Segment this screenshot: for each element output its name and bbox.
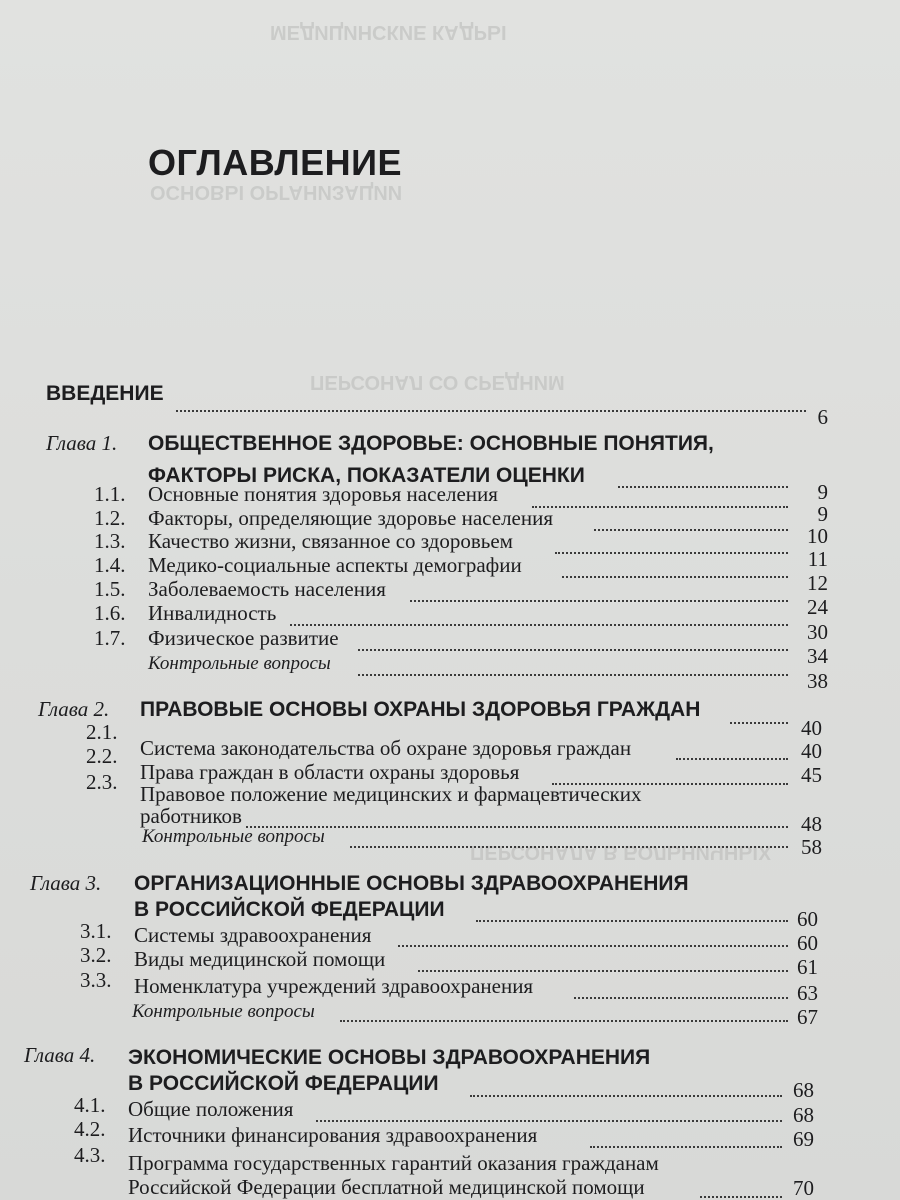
show-through-text: ПЕРСОНАЛ СО СРЕДНИМ [310,371,565,393]
section-title: Правовое положение медицинских и фармацевтических [140,782,642,806]
leader-dots [246,826,788,828]
section-number: 3.1. [80,919,112,943]
page-number: 61 [797,955,818,979]
page-number: 34 [807,644,828,668]
page-number: 60 [797,907,818,931]
show-through-text: ПЕРСОНАЛА В БОЛЬНИЧНЫХ [470,841,772,863]
page-number: 9 [817,480,828,504]
intro-label: ВВЕДЕНИЕ [46,382,164,405]
page-number: 40 [801,739,822,763]
section-title: Системы здравоохранения [134,923,372,947]
section-title: Источники финансирования здравоохранения [128,1123,538,1147]
page-number: 48 [801,812,822,836]
section-number: 1.3. [94,529,126,553]
chapter-title: В РОССИЙСКОЙ ФЕДЕРАЦИИ [128,1072,439,1095]
chapter-title: ЭКОНОМИЧЕСКИЕ ОСНОВЫ ЗДРАВООХРАНЕНИЯ [128,1046,651,1069]
chapter-title: ОРГАНИЗАЦИОННЫЕ ОСНОВЫ ЗДРАВООХРАНЕНИЯ [134,872,689,895]
chapter-label: Глава 4. [24,1043,96,1067]
section-title: Инвалидность [148,601,277,625]
section-number: 4.3. [74,1143,106,1167]
section-title: Номенклатура учреждений здравоохранения [134,974,534,998]
page-number: 24 [807,595,828,619]
chapter-title: В РОССИЙСКОЙ ФЕДЕРАЦИИ [134,898,445,921]
section-number: 1.7. [94,626,126,650]
section-title: Система законодательства об охране здоровья граждан [140,736,632,760]
leader-dots [594,529,788,531]
chapter-title: ФАКТОРЫ РИСКА, ПОКАЗАТЕЛИ ОЦЕНКИ [148,464,585,487]
control-questions: Контрольные вопросы [132,1001,315,1022]
section-title: Основные понятия здоровья населения [148,482,498,506]
page-number: 40 [801,716,822,740]
leader-dots [562,576,788,578]
show-through-text: МЕДИЦИНСКИЕ КАДРЫ [270,21,507,43]
page-number: 9 [817,502,828,526]
leader-dots [398,945,788,947]
control-questions: Контрольные вопросы [148,653,331,674]
leader-dots [358,674,788,676]
page-number: 12 [807,571,828,595]
leader-dots [340,1020,788,1022]
section-number: 4.2. [74,1117,106,1141]
section-number: 1.4. [94,553,126,577]
page-number: 38 [807,669,828,693]
section-number: 1.6. [94,601,126,625]
leader-dots [418,970,788,972]
leader-dots [350,846,788,848]
section-title: Общие положения [128,1097,294,1121]
control-questions: Контрольные вопросы [142,826,325,847]
leader-dots [176,410,806,412]
section-title: Виды медицинской помощи [134,947,386,971]
page-number: 10 [807,524,828,548]
leader-dots [316,1120,782,1122]
section-number: 1.1. [94,482,126,506]
section-title: Медико-социальные аспекты демографии [148,553,522,577]
page-number: 69 [793,1127,814,1151]
leader-dots [470,1095,782,1097]
section-title: Российской Федерации бесплатной медицинской помощи [128,1175,645,1199]
section-title: Программа государственных гарантий оказания гражданам [128,1151,659,1175]
page-number: 30 [807,620,828,644]
leader-dots [410,600,788,602]
leader-dots [618,486,788,488]
section-number: 2.3. [86,770,118,794]
page-number: 60 [797,931,818,955]
page-number: 68 [793,1103,814,1127]
page-number: 45 [801,763,822,787]
section-title: Факторы, определяющие здоровье населения [148,506,553,530]
chapter-title: ПРАВОВЫЕ ОСНОВЫ ОХРАНЫ ЗДОРОВЬЯ ГРАЖДАН [140,698,701,721]
page-number: 6 [817,405,828,429]
leader-dots [358,649,788,651]
section-title: Заболеваемость населения [148,577,386,601]
leader-dots [532,506,788,508]
page-title: ОГЛАВЛЕНИЕ [148,142,403,183]
chapter-title: ОБЩЕСТВЕННОЕ ЗДОРОВЬЕ: ОСНОВНЫЕ ПОНЯТИЯ, [148,432,714,455]
page-number: 70 [793,1176,814,1200]
section-number: 2.2. [86,744,118,768]
chapter-label: Глава 2. [38,697,110,721]
page-number: 67 [797,1005,818,1029]
section-number: 1.5. [94,577,126,601]
section-number: 3.2. [80,943,112,967]
page-number: 58 [801,835,822,859]
section-title: Права граждан в области охраны здоровья [140,760,520,784]
leader-dots [290,624,788,626]
leader-dots [555,552,788,554]
page-number: 68 [793,1078,814,1102]
page-number: 63 [797,981,818,1005]
section-title: работников [140,804,242,828]
chapter-label: Глава 1. [46,431,118,455]
chapter-label: Глава 3. [30,871,102,895]
section-number: 2.1. [86,720,118,744]
section-number: 3.3. [80,968,112,992]
leader-dots [574,997,788,999]
show-through-text: ОСНОВЫ ОРГАНИЗАЦИИ [150,181,403,203]
section-number: 1.2. [94,506,126,530]
section-title: Физическое развитие [148,626,339,650]
section-number: 4.1. [74,1093,106,1117]
leader-dots [476,920,788,922]
section-title: Качество жизни, связанное со здоровьем [148,529,513,553]
page-number: 11 [807,547,828,571]
